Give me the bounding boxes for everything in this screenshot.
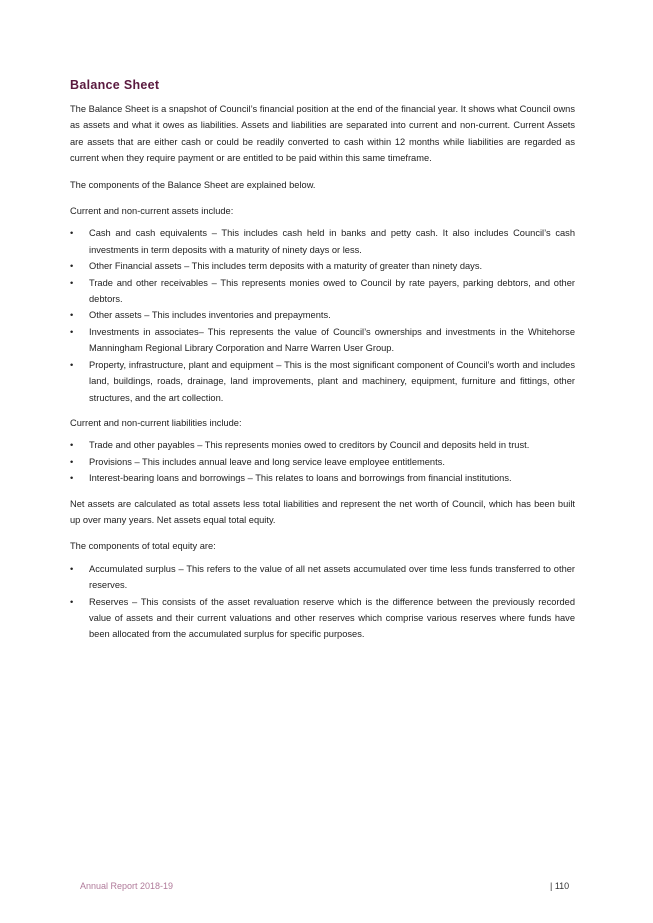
list-item: • Reserves – This consists of the asset revaluation reserve which is the difference between the previously recorded value of assets and their current valuations and other reserves which comprise various reserves where funds have been allocated from the accumulated surplus for specific purposes. (70, 594, 575, 643)
components-intro-paragraph: The components of the Balance Sheet are explained below. (70, 179, 316, 190)
list-item: • Trade and other payables – This represents monies owed to creditors by Council and deposits held in trust. (70, 437, 575, 453)
list-item: • Property, infrastructure, plant and equipment – This is the most significant component of Council’s worth and includes land, buildings, roads, drainage, land improvements, plant and machinery, equipment, furniture and fittings, other structures, and the art collection. (70, 357, 575, 406)
list-item: • Provisions – This includes annual leave and long service leave employee entitlements. (70, 454, 575, 470)
net-assets-paragraph: Net assets are calculated as total assets less total liabilities and represent the net worth of Council, which has been built up over many years. Net assets equal total equity. (70, 498, 575, 525)
liabilities-heading: Current and non-current liabilities include: (70, 417, 242, 428)
main-content (70, 78, 575, 652)
intro-paragraph: The Balance Sheet is a snapshot of Council’s financial position at the end of the financial year. It shows what Council owns as assets and what it owes as liabilities. Assets and liabilities are separated into current and non-current. Current Assets are assets that are either cash or could be readily converted to cash within 12 months while liabilities are regarded as current when they require payment or are entitled to be paid within this same timeframe. (70, 104, 575, 164)
list-item: • Other Financial assets – This includes term deposits with a maturity of greater than ninety days. (70, 258, 575, 274)
liabilities-list (70, 437, 575, 486)
list-item: • Investments in associates– This represents the value of Council’s ownerships and investments in the Whitehorse Manningham Regional Library Corporation and Narre Warren User Group. (70, 324, 575, 357)
list-item: • Trade and other receivables – This represents monies owed to Council by rate payers, parking debtors, and other debtors. (70, 275, 575, 308)
equity-heading: The components of total equity are: (70, 541, 216, 552)
section-title: Balance Sheet (70, 78, 160, 92)
list-item: • Cash and cash equivalents – This includes cash held in banks and petty cash. It also includes Council’s cash investments in term deposits with a maturity of ninety days or less. (70, 225, 575, 258)
assets-list (70, 225, 575, 405)
list-item: • Accumulated surplus – This refers to the value of all net assets accumulated over time less funds transferred to other reserves. (70, 561, 575, 594)
footer-page-number: | 110 (550, 881, 570, 891)
assets-heading: Current and non-current assets include: (70, 206, 234, 217)
list-item: • Other assets – This includes inventories and prepayments. (70, 307, 575, 323)
list-item: • Interest-bearing loans and borrowings – This relates to loans and borrowings from financial institutions. (70, 470, 575, 486)
equity-list (70, 561, 575, 643)
footer-report-title: Annual Report 2018-19 (80, 881, 174, 891)
